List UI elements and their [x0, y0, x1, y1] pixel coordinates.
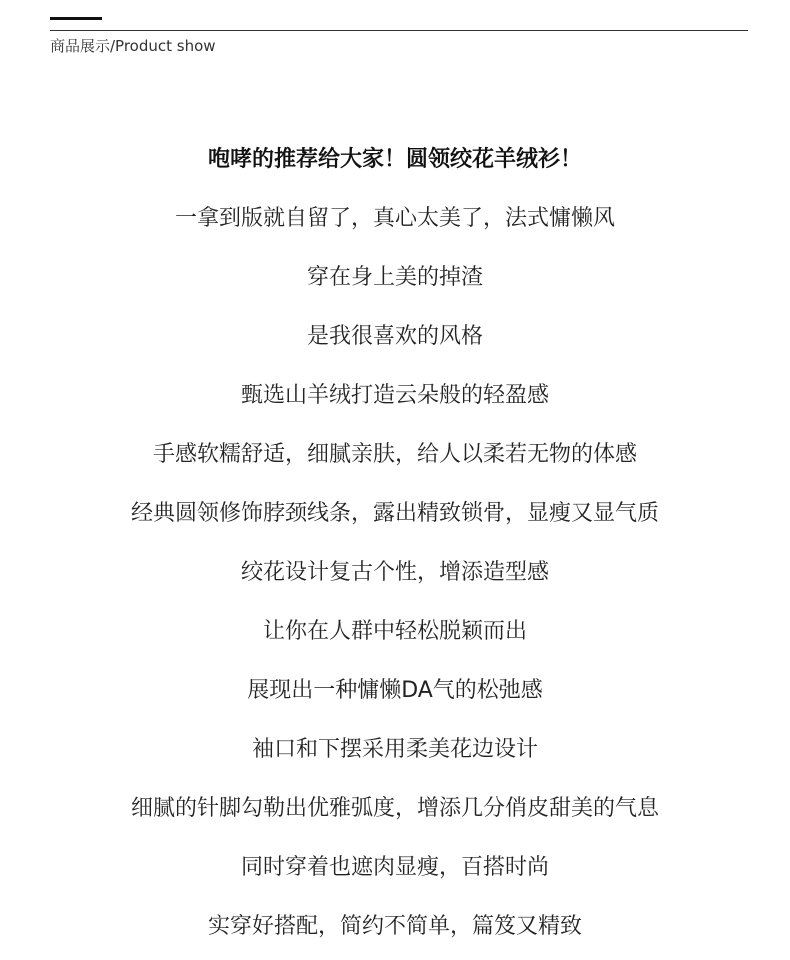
header-accent-bar [50, 17, 102, 20]
description-line: 同时穿着也遮肉显瘦，百搭时尚 [240, 855, 549, 880]
description-line: 经典圆领修饰脖颈线条，露出精致锁骨，显瘦又显气质 [130, 501, 659, 526]
description-line: 一拿到版就自留了，真心太美了，法式慵懒风 [174, 206, 615, 231]
description-line: 实穿好搭配，简约不简单，篇笈又精致 [207, 914, 582, 939]
section-title: 商品展示/Product show [50, 37, 216, 55]
description-line: 展现出一种慵懒DA气的松弛感 [247, 678, 543, 703]
description-line: 袖口和下摆采用柔美花边设计 [251, 737, 538, 762]
header-divider [50, 30, 748, 31]
description-line: 甄选山羊绒打造云朵般的轻盈感 [240, 383, 549, 408]
description-line: 手感软糯舒适，细腻亲肤，给人以柔若无物的体感 [152, 442, 637, 467]
description-line: 让你在人群中轻松脱颖而出 [262, 619, 527, 644]
description-line: 是我很喜欢的风格 [306, 324, 483, 349]
description-line: 绞花设计复古个性，增添造型感 [240, 560, 549, 585]
description-line: 细腻的针脚勾勒出优雅弧度，增添几分俏皮甜美的气息 [130, 796, 659, 821]
description-line: 穿在身上美的掉渣 [306, 265, 483, 290]
description-headline: 咆哮的推荐给大家！圆领绞花羊绒衫！ [207, 147, 582, 172]
